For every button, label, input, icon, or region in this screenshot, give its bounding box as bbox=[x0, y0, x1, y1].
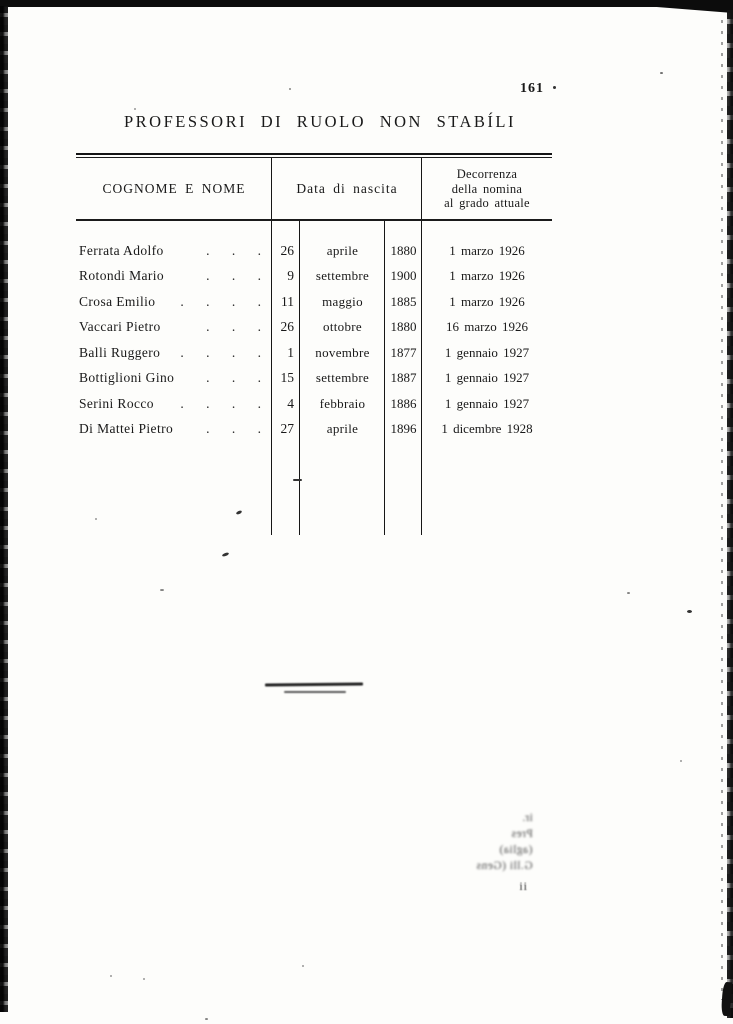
birth-day: 27 bbox=[280, 421, 294, 437]
professor-name: Serini Rocco bbox=[79, 395, 154, 411]
ink-speck bbox=[687, 610, 692, 613]
professor-name: Bottiglioni Gino bbox=[79, 370, 175, 386]
birth-year: 1900 bbox=[390, 268, 417, 284]
ink-speck bbox=[680, 760, 682, 762]
table-row bbox=[76, 340, 552, 366]
column-header-birthdate: Data di nascita bbox=[296, 180, 398, 196]
birth-day: 1 bbox=[287, 344, 294, 360]
scan-edge-top bbox=[0, 0, 733, 7]
birth-year: 1886 bbox=[390, 395, 417, 411]
ink-speck bbox=[222, 552, 230, 557]
table-row bbox=[76, 315, 552, 341]
scan-edge-top-right bbox=[647, 0, 733, 13]
professor-name: Crosa Emilio bbox=[79, 293, 156, 309]
ink-speck bbox=[205, 1018, 208, 1020]
page-number: 161 bbox=[520, 81, 544, 96]
birth-month: aprile bbox=[326, 421, 359, 437]
table-body bbox=[76, 221, 552, 535]
birth-month: ottobre bbox=[323, 319, 362, 335]
appointment-date: 1 dicembre 1928 bbox=[441, 421, 533, 437]
professor-name: Ferrata Adolfo bbox=[79, 242, 164, 258]
name-cell bbox=[76, 370, 272, 386]
dot-leader: . . . . bbox=[180, 293, 261, 309]
header-divider-1 bbox=[271, 158, 273, 219]
ink-speck bbox=[553, 86, 556, 89]
ink-speck bbox=[293, 479, 302, 481]
signature-mark: ii bbox=[519, 879, 528, 893]
column-header-name: COGNOME E NOME bbox=[102, 180, 246, 196]
table-row bbox=[76, 289, 552, 315]
decorrenza-line-2: della nomina bbox=[451, 181, 523, 196]
appointment-date: 16 marzo 1926 bbox=[446, 319, 528, 335]
scan-edge-right-perforation bbox=[721, 20, 723, 1000]
ink-speck bbox=[289, 88, 291, 90]
ink-speck bbox=[95, 518, 97, 520]
column-line-year-decorrenza bbox=[421, 221, 423, 535]
page-title: PROFESSORI DI RUOLO NON STABÍLI bbox=[123, 112, 517, 131]
birth-year: 1887 bbox=[390, 370, 417, 386]
birth-month: aprile bbox=[326, 242, 359, 258]
birth-year: 1880 bbox=[390, 242, 417, 258]
appointment-date: 1 gennaio 1927 bbox=[444, 395, 530, 411]
ink-speck bbox=[134, 108, 136, 110]
dot-leader: . . . bbox=[206, 242, 261, 258]
birth-month: settembre bbox=[315, 268, 370, 284]
ink-speck bbox=[627, 592, 630, 594]
dot-leader: . . . . bbox=[180, 344, 261, 360]
ink-smudge-line bbox=[265, 682, 363, 686]
bleed-line: Pres bbox=[511, 828, 533, 840]
professor-name: Rotondi Mario bbox=[79, 268, 165, 284]
birth-month: settembre bbox=[315, 370, 370, 386]
birth-year: 1885 bbox=[390, 293, 417, 309]
birth-month: maggio bbox=[322, 293, 363, 309]
dot-leader: . . . bbox=[206, 268, 261, 284]
table-row bbox=[76, 391, 552, 417]
name-cell bbox=[76, 319, 272, 335]
professor-name: Di Mattei Pietro bbox=[79, 421, 174, 437]
bleed-line: G.lli (Gens bbox=[476, 860, 533, 872]
professors-table bbox=[76, 153, 552, 535]
ink-smudge-line bbox=[284, 691, 346, 693]
ink-speck bbox=[302, 965, 304, 967]
birth-day: 15 bbox=[280, 370, 294, 386]
ink-speck bbox=[110, 975, 112, 977]
ink-speck bbox=[143, 978, 145, 980]
name-cell bbox=[76, 268, 272, 284]
name-cell bbox=[76, 421, 272, 437]
birth-day: 4 bbox=[287, 395, 294, 411]
column-header-decorrenza bbox=[422, 158, 552, 219]
bleed-through-text bbox=[363, 810, 533, 874]
decorrenza-line-1: Decorrenza bbox=[456, 167, 518, 182]
birth-day: 9 bbox=[287, 268, 294, 284]
birth-day: 26 bbox=[280, 319, 294, 335]
professor-name: Vaccari Pietro bbox=[79, 319, 161, 335]
dot-leader: . . . bbox=[206, 370, 261, 386]
dot-leader: . . . bbox=[206, 319, 261, 335]
name-cell bbox=[76, 345, 272, 361]
header-divider-2 bbox=[421, 158, 423, 219]
ink-speck bbox=[660, 72, 663, 74]
scan-edge-left bbox=[0, 6, 8, 1012]
scan-edge-right bbox=[727, 10, 733, 1018]
birth-year: 1896 bbox=[390, 421, 417, 437]
appointment-date: 1 gennaio 1927 bbox=[444, 344, 530, 360]
column-line-day-month bbox=[299, 221, 301, 535]
appointment-date: 1 marzo 1926 bbox=[449, 242, 525, 258]
column-line-month-year bbox=[384, 221, 386, 535]
table-row bbox=[76, 366, 552, 392]
table-row bbox=[76, 264, 552, 290]
birth-day: 11 bbox=[281, 293, 294, 309]
bleed-line: ir. bbox=[522, 812, 533, 824]
professor-name: Balli Ruggero bbox=[79, 344, 161, 360]
bleed-line: (aglia) bbox=[499, 844, 533, 856]
name-cell bbox=[76, 396, 272, 412]
dot-leader: . . . bbox=[206, 421, 261, 437]
name-cell bbox=[76, 243, 272, 259]
column-line-name-day bbox=[271, 221, 273, 535]
dot-leader: . . . . bbox=[180, 395, 261, 411]
birth-year: 1880 bbox=[390, 319, 417, 335]
table-row bbox=[76, 417, 552, 443]
appointment-date: 1 gennaio 1927 bbox=[444, 370, 530, 386]
appointment-date: 1 marzo 1926 bbox=[449, 268, 525, 284]
ink-speck bbox=[160, 589, 164, 591]
decorrenza-line-3: al grado attuale bbox=[444, 196, 530, 211]
birth-day: 26 bbox=[280, 242, 294, 258]
name-cell bbox=[76, 294, 272, 310]
table-row bbox=[76, 238, 552, 264]
appointment-date: 1 marzo 1926 bbox=[449, 293, 525, 309]
birth-month: febbraio bbox=[319, 395, 366, 411]
birth-year: 1877 bbox=[390, 344, 417, 360]
birth-month: novembre bbox=[315, 344, 370, 360]
table-header-row bbox=[76, 158, 552, 219]
